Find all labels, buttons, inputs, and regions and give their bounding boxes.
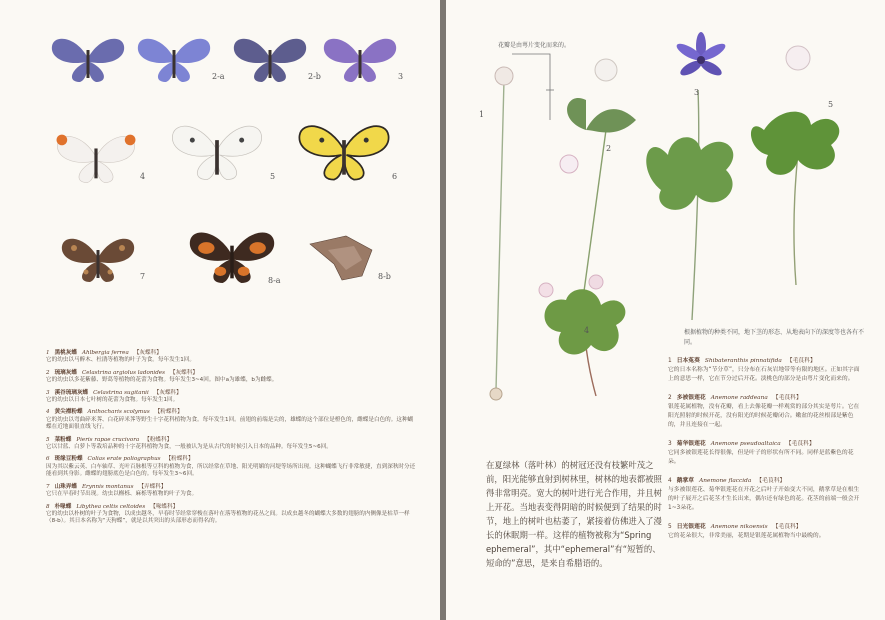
- figure-label-4: 4: [584, 326, 590, 335]
- entry-family: 【灰蝶科】: [133, 350, 162, 356]
- entry-name: 斑缘豆粉蝶: [54, 456, 83, 463]
- entry-latin: Pieris rapae crucivora: [76, 436, 140, 443]
- entry-number: 3: [668, 441, 672, 447]
- plant-entry: [668, 394, 864, 430]
- entry-name: 多被银莲花: [676, 395, 706, 401]
- entry-number: 8: [46, 503, 50, 510]
- entry-number: 5: [668, 524, 672, 530]
- caption-entry: [46, 484, 416, 499]
- entry-description: 它的日本名称为“节分草”，只分布在石灰岩地带等有限的地区。正如其字面上的意思一样，它在节分过后开花。淡桃色的部分是由萼片变化而来的。: [668, 367, 860, 382]
- plate-label-8a: 8-a: [268, 276, 281, 285]
- entry-family: 【弄蝶科】: [138, 483, 167, 490]
- entry-description: 它的幼虫以朴树的叶子为食物，以成虫越冬，早春时节经常穿梭在落叶在落等植物的花丛之间。以成虫越冬的蝴蝶大多数的翅膀的内侧像是枯草一样（8-b）。其日本名称为“天狗蝶”，就是以其突出的头部形态而得名的。: [46, 510, 410, 525]
- plate-label-6: 6: [392, 172, 398, 181]
- entry-latin: Libythea celtis celtoides: [76, 503, 146, 510]
- entry-latin: Colias erate poliographus: [87, 456, 161, 463]
- entry-family: 【毛茛科】: [772, 395, 802, 401]
- entry-name: 日光银莲花: [676, 524, 706, 530]
- entry-description: 它同多被银莲花长得很像，但是叶子的形状有所不同。同样是蓝紫色的花朵。: [668, 450, 854, 465]
- caption-entry: [46, 437, 416, 452]
- entry-name: 琉璃灰蝶: [54, 369, 77, 376]
- plant-caption-list: [668, 357, 864, 551]
- plate-label-2b: 2-b: [308, 72, 321, 81]
- caption-entry: [46, 456, 416, 478]
- entry-description: 它以甘蓝、白萝卜等栽培品种的十字花科植物为食，一般被认为是从古代的时候引入日本的品种。每年发生5~6回。: [46, 444, 332, 451]
- entry-latin: Erynnis montanus: [81, 483, 134, 490]
- entry-description: 它的花朵很大，非常美丽，花期是银莲花属植物当中最晚的。: [668, 533, 825, 539]
- entry-family: 【毛茛科】: [772, 524, 802, 530]
- entry-name: 菜粉蝶: [54, 436, 72, 443]
- butterfly-2a: [132, 28, 216, 88]
- caption-entry: [46, 504, 416, 526]
- entry-number: 3: [46, 389, 50, 396]
- caption-entry: [46, 350, 416, 365]
- entry-family: 【粉蝶科】: [144, 436, 173, 443]
- plant-entry: [668, 440, 864, 467]
- butterfly-5: [165, 113, 269, 187]
- plate-label-7: 7: [140, 272, 146, 281]
- plate-label-4: 4: [140, 172, 146, 181]
- entry-family: 【粉蝶科】: [154, 409, 183, 416]
- entry-description: 它的幼虫以日本七叶树的花蕾为食物。每年发生1回。: [46, 397, 179, 404]
- plant-entry: [668, 357, 864, 384]
- entry-name: 菊华银莲花: [676, 441, 706, 447]
- entry-description: 因为其以紫云英、白车轴草、光叶百脉根等豆科的植物为食，所以经常在草地、阳光明媚的河堤等场所出现。这种蝴蝶飞行非常敏捷，直到深秋时分还能看到其身影。雌蝶的翅膀底色是白色的。每年发生3~6回。: [46, 463, 416, 478]
- entry-number: 6: [46, 456, 50, 463]
- entry-description: 它的幼虫以多花紫藤、野葛等植物的花蕾为食物。每年发生3~4回。图中a为雄蝶，b为雌蝶。: [46, 377, 278, 384]
- entry-name: 黄尖襟粉蝶: [54, 409, 83, 416]
- butterfly-1: [46, 28, 130, 88]
- caption-entry: [46, 409, 416, 431]
- entry-description: 它只在早春时节出现。幼虫以槲栎、麻栎等植物的叶子为食。: [46, 491, 198, 498]
- entry-description: 银莲花属植物，没有花瓣，看上去像花瓣一样观赏的部分其实是萼片。它在阳光照射的时候开花，没有阳光的时候花瓣闭合。嫩盆的花丝根部是紫色的，并且连接在一起。: [668, 404, 860, 428]
- entry-name: 朴喙蝶: [54, 503, 72, 510]
- entry-name: 黑桃灰蝶: [54, 350, 77, 356]
- butterfly-7: [50, 228, 146, 288]
- entry-latin: Anthocharis scolymus: [87, 409, 150, 416]
- roots-note: 根据植物的种类不同，地下茎的形态、从地表向下的深度等也各有不同。: [684, 329, 865, 346]
- entry-description: 它的幼虫以弯曲碎米荠、白花碎米荠等野生十字花科植物为食。每年发生1回。前翅的前端是尖的，雄蝶的这个部位是橙色的，雌蝶是白色的。这种蝴蝶在近地面很直线飞行。: [46, 416, 414, 431]
- entry-number: 4: [46, 409, 50, 416]
- plate-label-5: 5: [270, 172, 276, 181]
- plate-label-3: 3: [398, 72, 404, 81]
- entry-number: 2: [46, 369, 50, 376]
- entry-description: 与多被银莲花、菊华银莲花在开花之后叶子开始变大不同，鹅掌草是在根生的叶子展开之后花茎才生长出来，偶尔还有绿色的花。花茎的前端一般会开1~3朵花。: [668, 487, 860, 511]
- sepal-annotation: 花瓣是由萼片变化而来的。: [498, 42, 571, 49]
- figure-label-1: 1: [479, 110, 485, 119]
- entry-name: 山珠弄蝶: [54, 483, 77, 490]
- entry-number: 5: [46, 436, 50, 443]
- butterfly-8b: [306, 230, 376, 284]
- entry-latin: Celastrina argiolus ladonides: [81, 369, 165, 376]
- entry-family: 【喙蝶科】: [150, 503, 179, 510]
- entry-latin: Celastrina sugitanii: [93, 389, 149, 396]
- entry-name: 鹅掌草: [676, 478, 695, 484]
- figure-label-2: 2: [606, 144, 612, 153]
- entry-family: 【粉蝶科】: [165, 456, 194, 463]
- left-page: [0, 0, 440, 620]
- entry-number: 7: [46, 483, 50, 490]
- butterfly-6: [292, 113, 396, 187]
- entry-family: 【毛茛科】: [785, 441, 815, 447]
- entry-name: 溪谷琉璃灰蝶: [54, 389, 89, 396]
- plant-entry: [668, 523, 864, 541]
- entry-family: 【毛茛科】: [756, 478, 786, 484]
- entry-latin: Ahlbergia ferrea: [81, 350, 129, 356]
- entry-latin: Shibateranthis pinnatifida: [704, 358, 782, 364]
- entry-latin: Anemone flaccida: [699, 478, 752, 484]
- right-page: [446, 0, 885, 620]
- entry-latin: Anemone nikoensis: [710, 524, 768, 530]
- plant-entry: [668, 477, 864, 513]
- entry-number: 2: [668, 395, 672, 401]
- butterfly-4: [50, 125, 142, 189]
- plate-label-8b: 8-b: [378, 272, 391, 281]
- entry-family: 【灰蝶科】: [153, 389, 182, 396]
- entry-number: 1: [46, 350, 50, 356]
- plate-label-2a: 2-a: [212, 72, 225, 81]
- entry-family: 【灰蝶科】: [169, 369, 198, 376]
- main-paragraph: 在夏绿林（落叶林）的树冠还没有枝繁叶茂之前，阳光能够直射到树林里，树林的地表都被照得非常明亮。宽大的树叶进行光合作用，并且树上开花。当地表变得阴暗的时候便到了结果的时节，地上的树叶也枯萎了，紧接着仿佛进入了漫长的休眠期一样。这样的植物被称为“Spring ephemeral”，其中“ephemeral”有“短暂的、短命的”意思，是来自希腊语的。: [486, 460, 662, 568]
- figure-label-5: 5: [828, 100, 834, 109]
- caption-entry: [46, 390, 416, 405]
- entry-name: 日本菟葵: [676, 358, 700, 364]
- entry-description: 它的幼虫以马醉木、杜鹃等植物的叶子为食。每年发生1回。: [46, 357, 195, 364]
- entry-number: 1: [668, 358, 672, 364]
- entry-number: 4: [668, 478, 672, 484]
- entry-latin: Anemone pseudoaltaica: [710, 441, 781, 447]
- entry-latin: Anemone raddeana: [710, 395, 768, 401]
- caption-entry: [46, 370, 416, 385]
- butterfly-3: [318, 28, 402, 88]
- figure-label-3: 3: [694, 88, 700, 97]
- butterfly-caption-list: [46, 350, 416, 531]
- entry-family: 【毛茛科】: [786, 358, 816, 364]
- butterfly-2b: [228, 28, 312, 88]
